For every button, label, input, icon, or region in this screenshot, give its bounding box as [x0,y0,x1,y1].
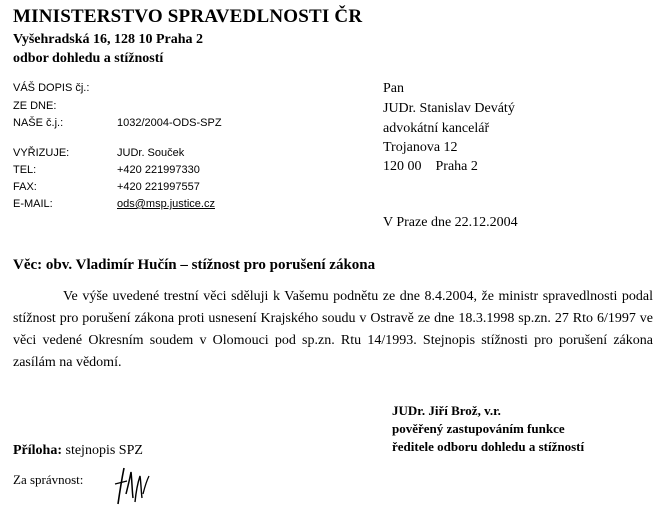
ref-tel-label: TEL: [13,164,37,176]
signatory-name: JUDr. Jiří Brož, v.r. [392,403,501,418]
attachment [13,443,143,459]
ref-email-link[interactable]: ods@msp.justice.cz [117,198,215,210]
ref-handled-by-label: VYŘIZUJE: [13,147,70,159]
attachment-label: Příloha: [13,443,62,458]
signatory-role-line1: pověřený zastupováním funkce [392,421,565,436]
letter-body: Ve výše uvedené trestní věci sděluji k Vašemu podnětu ze dne 8.4.2004, že ministr spravedlnosti podal stížnost pro porušení zákona proti usnesení Krajského soudu v Ostravě ze dne 18.3.1998 sp.zn. 27 Rto 6/1997 ve věci vedené Okresním soudem v Olomouci pod sp.zn. Rtu 14/1993. Stejnopis stížnosti pro porušení zákona zasílám na vědomí. [13,289,653,370]
ministry-name: MINISTERSTVO SPRAVEDLNOSTI ČR [13,6,363,27]
signatory-role-line2: ředitele odboru dohledu a stížností [392,439,585,454]
ref-handled-by-value: JUDr. Souček [117,147,185,159]
ref-your-letter-label: VÁŠ DOPIS čj.: [13,82,90,94]
signature-scribble [112,464,152,510]
letter-date: V Praze dne 22.12.2004 [383,215,518,230]
ref-email-label: E-MAIL: [13,198,53,210]
ref-date-label: ZE DNE: [13,100,57,112]
recipient-city: 120 00 Praha 2 [383,159,478,174]
attachment-value: stejnopis SPZ [62,443,143,458]
ref-our-number-label: NAŠE č.j.: [13,117,64,129]
department-name: odbor dohledu a stížností [13,51,164,66]
ref-tel-value: +420 221997330 [117,164,200,176]
ref-our-number-value: 1032/2004-ODS-SPZ [117,117,222,129]
ref-fax-label: FAX: [13,181,37,193]
correctness-label: Za správnost: [13,472,84,487]
recipient-salutation: Pan [383,81,404,96]
recipient-name: JUDr. Stanislav Devátý [383,101,515,116]
letter-subject: Věc: obv. Vladimír Hučín – stížnost pro porušení zákona [13,257,376,273]
recipient-street: Trojanova 12 [383,140,458,155]
recipient-office: advokátní kancelář [383,121,490,136]
ministry-address: Vyšehradská 16, 128 10 Praha 2 [13,32,204,47]
ref-fax-value: +420 221997557 [117,181,200,193]
